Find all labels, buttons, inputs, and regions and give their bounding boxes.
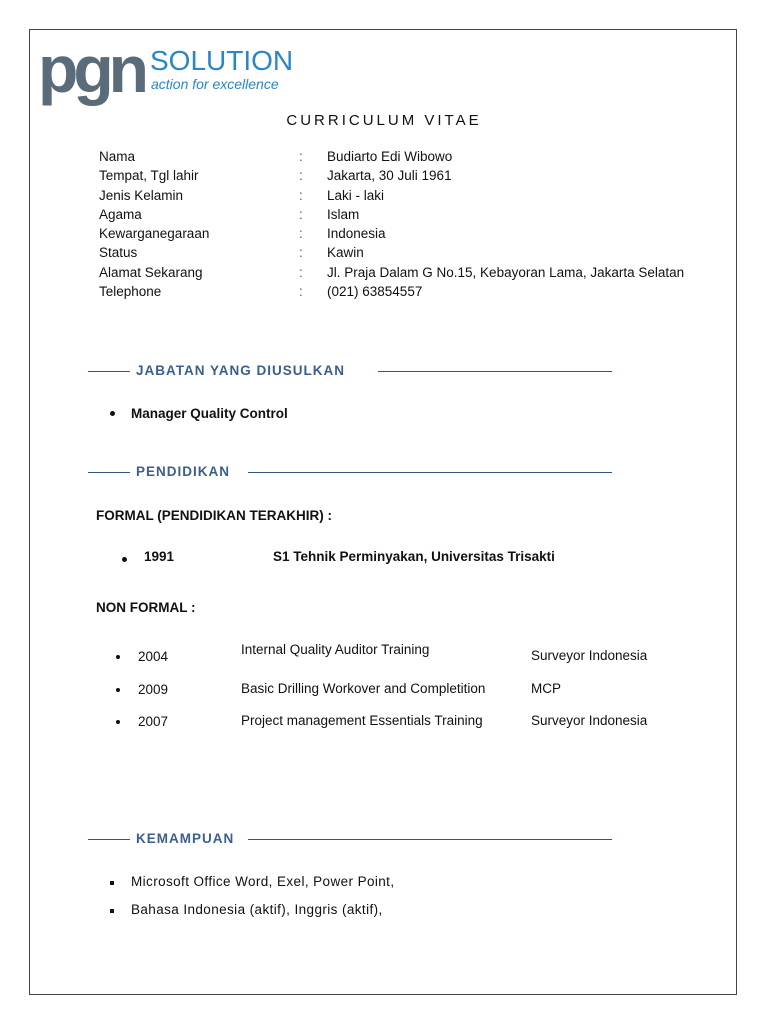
bullet-dot xyxy=(110,411,115,416)
section-title: JABATAN YANG DIUSULKAN xyxy=(136,362,351,380)
bullet-dot xyxy=(122,557,127,562)
personal-row-telephone xyxy=(99,282,689,301)
personal-colon: : xyxy=(299,245,303,261)
personal-value: Islam xyxy=(327,206,360,222)
bullet-square xyxy=(110,881,114,885)
nonformal-year: 2009 xyxy=(138,682,169,697)
section-kemampuan xyxy=(88,830,612,848)
personal-colon: : xyxy=(299,168,303,184)
nonformal-heading: NON FORMAL : xyxy=(96,600,196,615)
logo-mark: pgn xyxy=(38,32,144,106)
personal-colon: : xyxy=(299,226,303,242)
personal-label: Alamat Sekarang xyxy=(99,264,203,280)
section-rule xyxy=(248,839,612,840)
nonformal-course: Basic Drilling Workover and Completition xyxy=(241,681,486,696)
formal-year: 1991 xyxy=(144,549,175,564)
personal-value: Kawin xyxy=(327,245,364,261)
bullet-dot xyxy=(116,655,120,659)
section-rule xyxy=(88,472,130,473)
personal-label: Kewarganegaraan xyxy=(99,226,210,242)
section-title: PENDIDIKAN xyxy=(136,463,236,481)
personal-label: Telephone xyxy=(99,284,162,300)
nonformal-course: Project management Essentials Training xyxy=(241,713,483,728)
section-rule xyxy=(88,371,130,372)
personal-label: Jenis Kelamin xyxy=(99,187,184,203)
personal-value: Jakarta, 30 Juli 1961 xyxy=(327,168,452,184)
nonformal-course: Internal Quality Auditor Training xyxy=(241,642,430,657)
personal-colon: : xyxy=(299,284,303,300)
section-rule xyxy=(378,371,612,372)
section-pendidikan xyxy=(88,463,612,481)
personal-colon: : xyxy=(299,187,303,203)
personal-row-address xyxy=(99,263,689,282)
company-logo xyxy=(38,32,308,106)
formal-degree: S1 Tehnik Perminyakan, Universitas Trisakti xyxy=(273,549,555,564)
personal-label: Tempat, Tgl lahir xyxy=(99,168,199,184)
personal-colon: : xyxy=(299,264,303,280)
logo-brand: SOLUTION xyxy=(150,45,294,76)
personal-label: Status xyxy=(99,245,138,261)
bullet-square xyxy=(110,909,114,913)
personal-colon: : xyxy=(299,149,303,164)
personal-data xyxy=(99,147,689,301)
document-title: CURRICULUM VITAE xyxy=(286,112,482,129)
personal-label: Agama xyxy=(99,206,142,222)
personal-value: Budiarto Edi Wibowo xyxy=(327,149,453,164)
personal-value: Indonesia xyxy=(327,226,386,242)
personal-value: Laki - laki xyxy=(327,187,385,203)
personal-row-gender xyxy=(99,186,689,205)
personal-row-ttl xyxy=(99,166,689,185)
nonformal-year: 2004 xyxy=(138,649,169,664)
bullet-dot xyxy=(116,688,120,692)
nonformal-org: MCP xyxy=(531,681,561,696)
personal-row-status xyxy=(99,243,689,262)
personal-row-citizenship xyxy=(99,224,689,243)
section-title: KEMAMPUAN xyxy=(136,830,240,848)
section-rule xyxy=(88,839,130,840)
section-jabatan xyxy=(88,362,612,380)
bullet-dot xyxy=(116,720,120,724)
formal-heading: FORMAL (PENDIDIKAN TERAKHIR) : xyxy=(96,508,332,523)
personal-value: Jl. Praja Dalam G No.15, Kebayoran Lama, Jakarta Selatan xyxy=(327,264,685,280)
section-rule xyxy=(248,472,612,473)
nonformal-year: 2007 xyxy=(138,714,169,729)
skill-item: Microsoft Office Word, Exel, Power Point, xyxy=(131,874,395,889)
personal-value: (021) 63854557 xyxy=(327,284,423,300)
logo-tagline: action for excellence xyxy=(151,76,279,92)
nonformal-org: Surveyor Indonesia xyxy=(531,648,648,663)
skill-item: Bahasa Indonesia (aktif), Inggris (aktif), xyxy=(131,902,383,917)
personal-row-religion xyxy=(99,205,689,224)
personal-colon: : xyxy=(299,206,303,222)
personal-row-nama xyxy=(99,147,689,166)
proposed-position: Manager Quality Control xyxy=(131,406,288,421)
nonformal-org: Surveyor Indonesia xyxy=(531,713,648,728)
personal-label: Nama xyxy=(99,149,136,164)
